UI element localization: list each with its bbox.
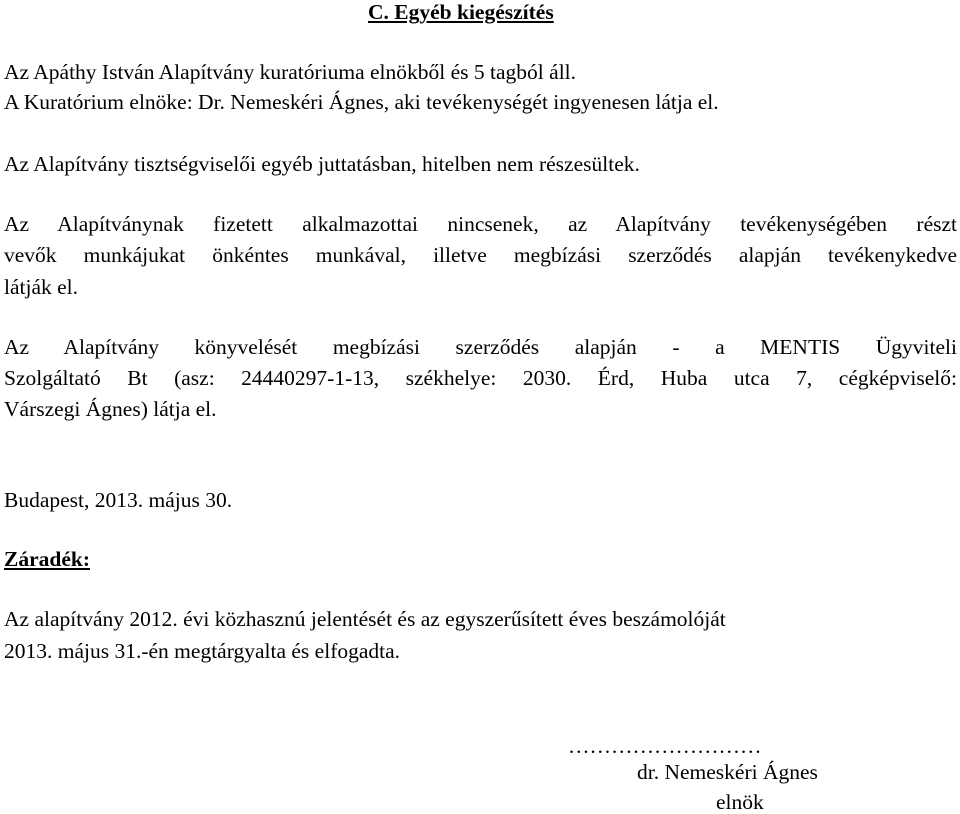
employees-line-1: Az Alapítványnak fizetett alkalmazottai nincsenek, az Alapítvány tevékenységében részt bbox=[4, 212, 957, 236]
employees-line-3: látják el. bbox=[4, 275, 79, 299]
signature-line: ……………………… bbox=[568, 734, 762, 758]
board-chair-text: A Kuratórium elnöke: Dr. Nemeskéri Ágnes, aki tevékenységét ingyenesen látja el. bbox=[4, 90, 719, 114]
board-composition-text: Az Apáthy István Alapítvány kuratóriuma elnökből és 5 tagból áll. bbox=[4, 60, 577, 84]
place-and-date: Budapest, 2013. május 30. bbox=[4, 488, 233, 512]
clause-line-1: Az alapítvány 2012. évi közhasznú jelentését és az egyszerűsített éves beszámolóját bbox=[4, 607, 726, 631]
employees-paragraph-cont bbox=[4, 245, 957, 267]
accounting-paragraph bbox=[4, 337, 957, 359]
employees-line-2: vevők munkájukat önkéntes munkával, illetve megbízási szerződés alapján tevékenykedve bbox=[4, 243, 957, 267]
signer-name: dr. Nemeskéri Ágnes bbox=[637, 760, 818, 784]
officials-text: Az Alapítvány tisztségviselői egyéb juttatásban, hitelben nem részesültek. bbox=[4, 152, 640, 176]
employees-paragraph bbox=[4, 214, 957, 236]
clause-line-2: 2013. május 31.-én megtárgyalta és elfogadta. bbox=[4, 639, 401, 663]
accounting-line-3: Várszegi Ágnes) látja el. bbox=[4, 397, 217, 421]
accounting-line-1: Az Alapítvány könyvelését megbízási szerződés alapján - a MENTIS Ügyviteli bbox=[4, 335, 957, 359]
section-heading: C. Egyéb kiegészítés bbox=[368, 0, 554, 24]
accounting-line-2: Szolgáltató Bt (asz: 24440297-1-13, székhelye: 2030. Érd, Huba utca 7, cégképviselő: bbox=[4, 366, 957, 390]
accounting-paragraph-cont bbox=[4, 368, 957, 390]
clause-title: Záradék: bbox=[4, 547, 90, 571]
signer-role: elnök bbox=[716, 790, 764, 814]
